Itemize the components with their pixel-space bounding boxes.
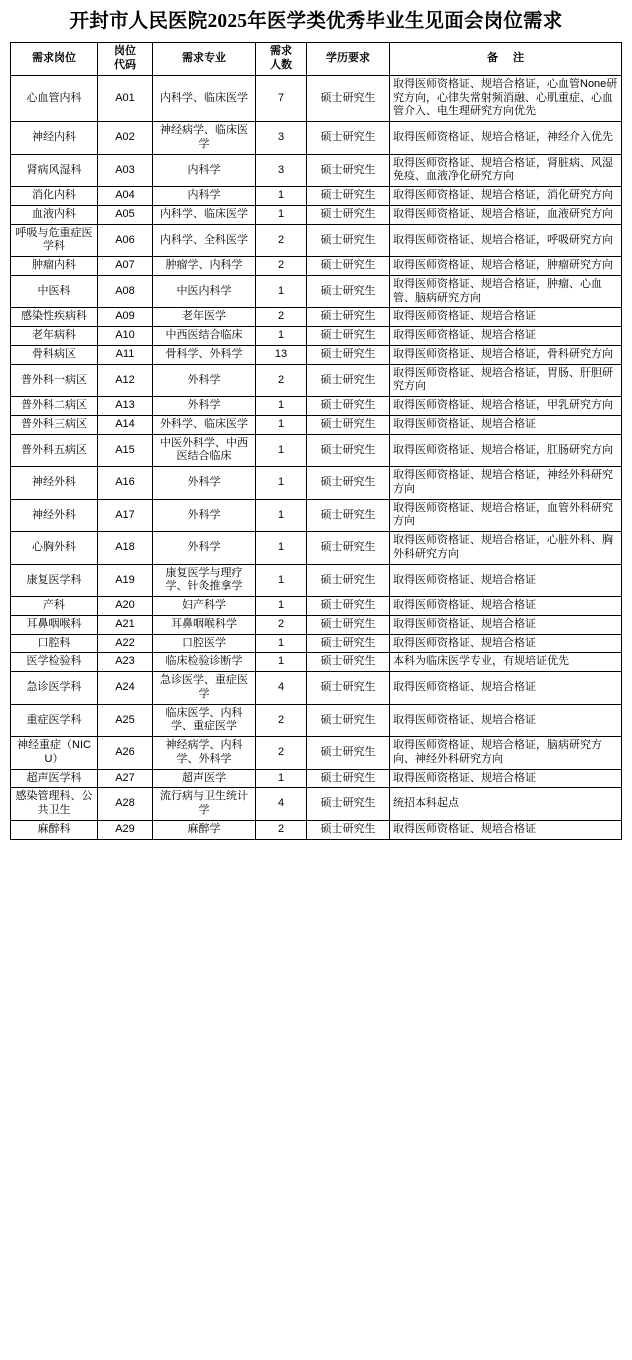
cell-count: 1 xyxy=(256,467,307,500)
cell-post: 耳鼻咽喉科 xyxy=(11,615,98,634)
cell-major: 外科学 xyxy=(153,397,256,416)
cell-count: 3 xyxy=(256,122,307,155)
cell-education: 硕士研究生 xyxy=(307,704,390,737)
cell-remark: 取得医师资格证、规培合格证 xyxy=(390,415,622,434)
table-row xyxy=(11,769,622,788)
column-header-code xyxy=(98,43,153,76)
cell-remark: 取得医师资格证、规培合格证，神经外科研究方向 xyxy=(390,467,622,500)
cell-code: A09 xyxy=(98,308,153,327)
cell-code: A12 xyxy=(98,364,153,397)
cell-remark: 取得医师资格证、规培合格证，血液研究方向 xyxy=(390,205,622,224)
cell-education: 硕士研究生 xyxy=(307,275,390,308)
cell-code: A05 xyxy=(98,205,153,224)
cell-post: 肿瘤内科 xyxy=(11,257,98,276)
table-row xyxy=(11,672,622,705)
cell-education: 硕士研究生 xyxy=(307,672,390,705)
table-row xyxy=(11,205,622,224)
cell-remark: 取得医师资格证、规培合格证，肛肠研究方向 xyxy=(390,434,622,467)
cell-major: 内科学、临床医学 xyxy=(153,205,256,224)
cell-count: 1 xyxy=(256,532,307,565)
cell-education: 硕士研究生 xyxy=(307,434,390,467)
cell-count: 1 xyxy=(256,634,307,653)
cell-code: A19 xyxy=(98,564,153,597)
cell-count: 1 xyxy=(256,769,307,788)
cell-code: A15 xyxy=(98,434,153,467)
cell-major: 口腔医学 xyxy=(153,634,256,653)
cell-count: 2 xyxy=(256,820,307,839)
cell-remark: 取得医师资格证、规培合格证 xyxy=(390,564,622,597)
cell-code: A06 xyxy=(98,224,153,257)
cell-remark: 取得医师资格证、规培合格证，脑病研究方向、神经外科研究方向 xyxy=(390,737,622,770)
cell-count: 1 xyxy=(256,415,307,434)
cell-post: 康复医学科 xyxy=(11,564,98,597)
cell-education: 硕士研究生 xyxy=(307,205,390,224)
table-row xyxy=(11,224,622,257)
cell-code: A04 xyxy=(98,187,153,206)
table-row xyxy=(11,634,622,653)
page-title: 开封市人民医院2025年医学类优秀毕业生见面会岗位需求 xyxy=(69,11,563,32)
cell-post: 呼吸与危重症医学科 xyxy=(11,224,98,257)
cell-code: A13 xyxy=(98,397,153,416)
cell-code: A17 xyxy=(98,499,153,532)
cell-major: 中医外科学、中西医结合临床 xyxy=(153,434,256,467)
cell-education: 硕士研究生 xyxy=(307,75,390,121)
cell-education: 硕士研究生 xyxy=(307,364,390,397)
cell-count: 2 xyxy=(256,615,307,634)
cell-remark: 取得医师资格证、规培合格证 xyxy=(390,327,622,346)
column-header-education: 学历要求 xyxy=(307,43,390,76)
cell-post: 普外科三病区 xyxy=(11,415,98,434)
cell-major: 骨科学、外科学 xyxy=(153,345,256,364)
cell-major: 外科学 xyxy=(153,499,256,532)
cell-code: A27 xyxy=(98,769,153,788)
cell-code: A02 xyxy=(98,122,153,155)
table-row xyxy=(11,737,622,770)
cell-count: 4 xyxy=(256,788,307,821)
cell-post: 感染管理科、公共卫生 xyxy=(11,788,98,821)
cell-major: 内科学、临床医学 xyxy=(153,75,256,121)
cell-education: 硕士研究生 xyxy=(307,415,390,434)
cell-remark: 取得医师资格证、规培合格证 xyxy=(390,672,622,705)
cell-remark: 取得医师资格证、规培合格证，肿瘤、心血管、脑病研究方向 xyxy=(390,275,622,308)
cell-post: 神经重症（NICU） xyxy=(11,737,98,770)
cell-post: 血液内科 xyxy=(11,205,98,224)
table-row xyxy=(11,345,622,364)
cell-education: 硕士研究生 xyxy=(307,499,390,532)
cell-remark: 取得医师资格证、规培合格证，呼吸研究方向 xyxy=(390,224,622,257)
cell-post: 心胸外科 xyxy=(11,532,98,565)
cell-remark: 取得医师资格证、规培合格证，心脏外科、胸外科研究方向 xyxy=(390,532,622,565)
cell-count: 1 xyxy=(256,327,307,346)
cell-education: 硕士研究生 xyxy=(307,532,390,565)
cell-major: 外科学、临床医学 xyxy=(153,415,256,434)
cell-count: 2 xyxy=(256,257,307,276)
cell-major: 康复医学与理疗学、针灸推拿学 xyxy=(153,564,256,597)
cell-count: 1 xyxy=(256,187,307,206)
cell-remark: 取得医师资格证、规培合格证，骨科研究方向 xyxy=(390,345,622,364)
cell-post: 神经外科 xyxy=(11,499,98,532)
cell-post: 产科 xyxy=(11,597,98,616)
cell-major: 外科学 xyxy=(153,467,256,500)
cell-code: A03 xyxy=(98,154,153,187)
job-requirements-table xyxy=(10,42,622,839)
cell-post: 普外科五病区 xyxy=(11,434,98,467)
table-row xyxy=(11,397,622,416)
cell-major: 麻醉学 xyxy=(153,820,256,839)
cell-major: 急诊医学、重症医学 xyxy=(153,672,256,705)
cell-major: 流行病与卫生统计学 xyxy=(153,788,256,821)
cell-count: 2 xyxy=(256,704,307,737)
column-header-code-line2: 代码 xyxy=(114,59,136,72)
cell-count: 1 xyxy=(256,499,307,532)
cell-post: 消化内科 xyxy=(11,187,98,206)
table-row xyxy=(11,467,622,500)
cell-post: 医学检验科 xyxy=(11,653,98,672)
cell-education: 硕士研究生 xyxy=(307,224,390,257)
cell-code: A25 xyxy=(98,704,153,737)
cell-remark: 取得医师资格证、规培合格证 xyxy=(390,769,622,788)
table-row xyxy=(11,415,622,434)
cell-code: A08 xyxy=(98,275,153,308)
cell-post: 中医科 xyxy=(11,275,98,308)
cell-education: 硕士研究生 xyxy=(307,597,390,616)
cell-education: 硕士研究生 xyxy=(307,154,390,187)
cell-education: 硕士研究生 xyxy=(307,345,390,364)
column-header-remark-text: 备 注 xyxy=(486,52,531,65)
table-row xyxy=(11,532,622,565)
cell-education: 硕士研究生 xyxy=(307,122,390,155)
cell-code: A23 xyxy=(98,653,153,672)
cell-education: 硕士研究生 xyxy=(307,769,390,788)
cell-remark: 取得医师资格证、规培合格证，消化研究方向 xyxy=(390,187,622,206)
cell-count: 13 xyxy=(256,345,307,364)
cell-count: 2 xyxy=(256,224,307,257)
cell-post: 神经外科 xyxy=(11,467,98,500)
cell-remark: 取得医师资格证、规培合格证，神经介入优先 xyxy=(390,122,622,155)
cell-remark: 取得医师资格证、规培合格证 xyxy=(390,820,622,839)
table-body xyxy=(11,75,622,839)
cell-major: 内科学、全科医学 xyxy=(153,224,256,257)
column-header-count-line1: 需求 xyxy=(270,45,292,58)
cell-education: 硕士研究生 xyxy=(307,820,390,839)
column-header-remark xyxy=(390,43,622,76)
cell-education: 硕士研究生 xyxy=(307,615,390,634)
cell-major: 内科学 xyxy=(153,154,256,187)
cell-code: A07 xyxy=(98,257,153,276)
cell-major: 妇产科学 xyxy=(153,597,256,616)
cell-major: 神经病学、内科学、外科学 xyxy=(153,737,256,770)
cell-major: 外科学 xyxy=(153,532,256,565)
cell-major: 耳鼻咽喉科学 xyxy=(153,615,256,634)
cell-education: 硕士研究生 xyxy=(307,788,390,821)
table-row xyxy=(11,597,622,616)
cell-count: 1 xyxy=(256,434,307,467)
cell-code: A26 xyxy=(98,737,153,770)
cell-major: 中医内科学 xyxy=(153,275,256,308)
cell-remark: 本科为临床医学专业，有规培证优先 xyxy=(390,653,622,672)
cell-remark: 取得医师资格证、规培合格证，甲乳研究方向 xyxy=(390,397,622,416)
cell-post: 感染性疾病科 xyxy=(11,308,98,327)
cell-post: 心血管内科 xyxy=(11,75,98,121)
cell-major: 临床检验诊断学 xyxy=(153,653,256,672)
cell-count: 2 xyxy=(256,308,307,327)
cell-code: A14 xyxy=(98,415,153,434)
column-header-post: 需求岗位 xyxy=(11,43,98,76)
cell-remark: 取得医师资格证、规培合格证 xyxy=(390,704,622,737)
cell-count: 4 xyxy=(256,672,307,705)
cell-post: 麻醉科 xyxy=(11,820,98,839)
cell-remark: 取得医师资格证、规培合格证 xyxy=(390,597,622,616)
cell-code: A21 xyxy=(98,615,153,634)
cell-education: 硕士研究生 xyxy=(307,257,390,276)
cell-post: 骨科病区 xyxy=(11,345,98,364)
cell-remark: 取得医师资格证、规培合格证，胃肠、肝胆研究方向 xyxy=(390,364,622,397)
cell-major: 超声医学 xyxy=(153,769,256,788)
cell-remark: 统招本科起点 xyxy=(390,788,622,821)
cell-major: 肿瘤学、内科学 xyxy=(153,257,256,276)
cell-code: A22 xyxy=(98,634,153,653)
table-row xyxy=(11,564,622,597)
cell-post: 肾病风湿科 xyxy=(11,154,98,187)
table-row xyxy=(11,704,622,737)
cell-code: A11 xyxy=(98,345,153,364)
table-row xyxy=(11,653,622,672)
cell-code: A18 xyxy=(98,532,153,565)
column-header-major: 需求专业 xyxy=(153,43,256,76)
cell-education: 硕士研究生 xyxy=(307,737,390,770)
cell-education: 硕士研究生 xyxy=(307,653,390,672)
cell-education: 硕士研究生 xyxy=(307,327,390,346)
table-row xyxy=(11,499,622,532)
cell-count: 1 xyxy=(256,397,307,416)
cell-code: A20 xyxy=(98,597,153,616)
table-row xyxy=(11,788,622,821)
table-row xyxy=(11,327,622,346)
table-row xyxy=(11,820,622,839)
cell-remark: 取得医师资格证、规培合格证 xyxy=(390,615,622,634)
cell-education: 硕士研究生 xyxy=(307,634,390,653)
cell-post: 老年病科 xyxy=(11,327,98,346)
cell-count: 1 xyxy=(256,597,307,616)
cell-major: 中西医结合临床 xyxy=(153,327,256,346)
cell-education: 硕士研究生 xyxy=(307,467,390,500)
column-header-code-line1: 岗位 xyxy=(114,45,136,58)
cell-code: A10 xyxy=(98,327,153,346)
cell-post: 超声医学科 xyxy=(11,769,98,788)
cell-count: 7 xyxy=(256,75,307,121)
table-header xyxy=(11,43,622,76)
cell-count: 3 xyxy=(256,154,307,187)
cell-post: 重症医学科 xyxy=(11,704,98,737)
cell-post: 急诊医学科 xyxy=(11,672,98,705)
table-row xyxy=(11,154,622,187)
cell-count: 1 xyxy=(256,275,307,308)
table-row xyxy=(11,364,622,397)
cell-remark: 取得医师资格证、规培合格证，肾脏病、风湿免疫、血液净化研究方向 xyxy=(390,154,622,187)
cell-major: 内科学 xyxy=(153,187,256,206)
cell-post: 普外科二病区 xyxy=(11,397,98,416)
cell-major: 外科学 xyxy=(153,364,256,397)
table-row xyxy=(11,434,622,467)
cell-remark: 取得医师资格证、规培合格证 xyxy=(390,634,622,653)
table-row xyxy=(11,187,622,206)
cell-remark: 取得医师资格证、规培合格证，心血管None研究方向，心律失常射频消融、心肌重症、心血管介入、电生理研究方向优先 xyxy=(390,75,622,121)
table-row xyxy=(11,75,622,121)
cell-education: 硕士研究生 xyxy=(307,564,390,597)
cell-count: 1 xyxy=(256,205,307,224)
cell-post: 口腔科 xyxy=(11,634,98,653)
cell-post: 普外科一病区 xyxy=(11,364,98,397)
cell-remark: 取得医师资格证、规培合格证，血管外科研究方向 xyxy=(390,499,622,532)
table-row xyxy=(11,275,622,308)
cell-education: 硕士研究生 xyxy=(307,397,390,416)
cell-count: 1 xyxy=(256,564,307,597)
cell-count: 2 xyxy=(256,364,307,397)
table-row xyxy=(11,122,622,155)
cell-major: 老年医学 xyxy=(153,308,256,327)
cell-code: A24 xyxy=(98,672,153,705)
cell-count: 2 xyxy=(256,737,307,770)
column-header-count xyxy=(256,43,307,76)
table-row xyxy=(11,308,622,327)
cell-education: 硕士研究生 xyxy=(307,187,390,206)
cell-code: A29 xyxy=(98,820,153,839)
cell-count: 1 xyxy=(256,653,307,672)
cell-code: A16 xyxy=(98,467,153,500)
cell-code: A28 xyxy=(98,788,153,821)
table-row xyxy=(11,615,622,634)
cell-major: 临床医学、内科学、重症医学 xyxy=(153,704,256,737)
cell-major: 神经病学、临床医学 xyxy=(153,122,256,155)
cell-remark: 取得医师资格证、规培合格证，肿瘤研究方向 xyxy=(390,257,622,276)
cell-code: A01 xyxy=(98,75,153,121)
header-row xyxy=(11,43,622,76)
cell-remark: 取得医师资格证、规培合格证 xyxy=(390,308,622,327)
table-row xyxy=(11,257,622,276)
cell-post: 神经内科 xyxy=(11,122,98,155)
cell-education: 硕士研究生 xyxy=(307,308,390,327)
column-header-count-line2: 人数 xyxy=(270,59,292,72)
